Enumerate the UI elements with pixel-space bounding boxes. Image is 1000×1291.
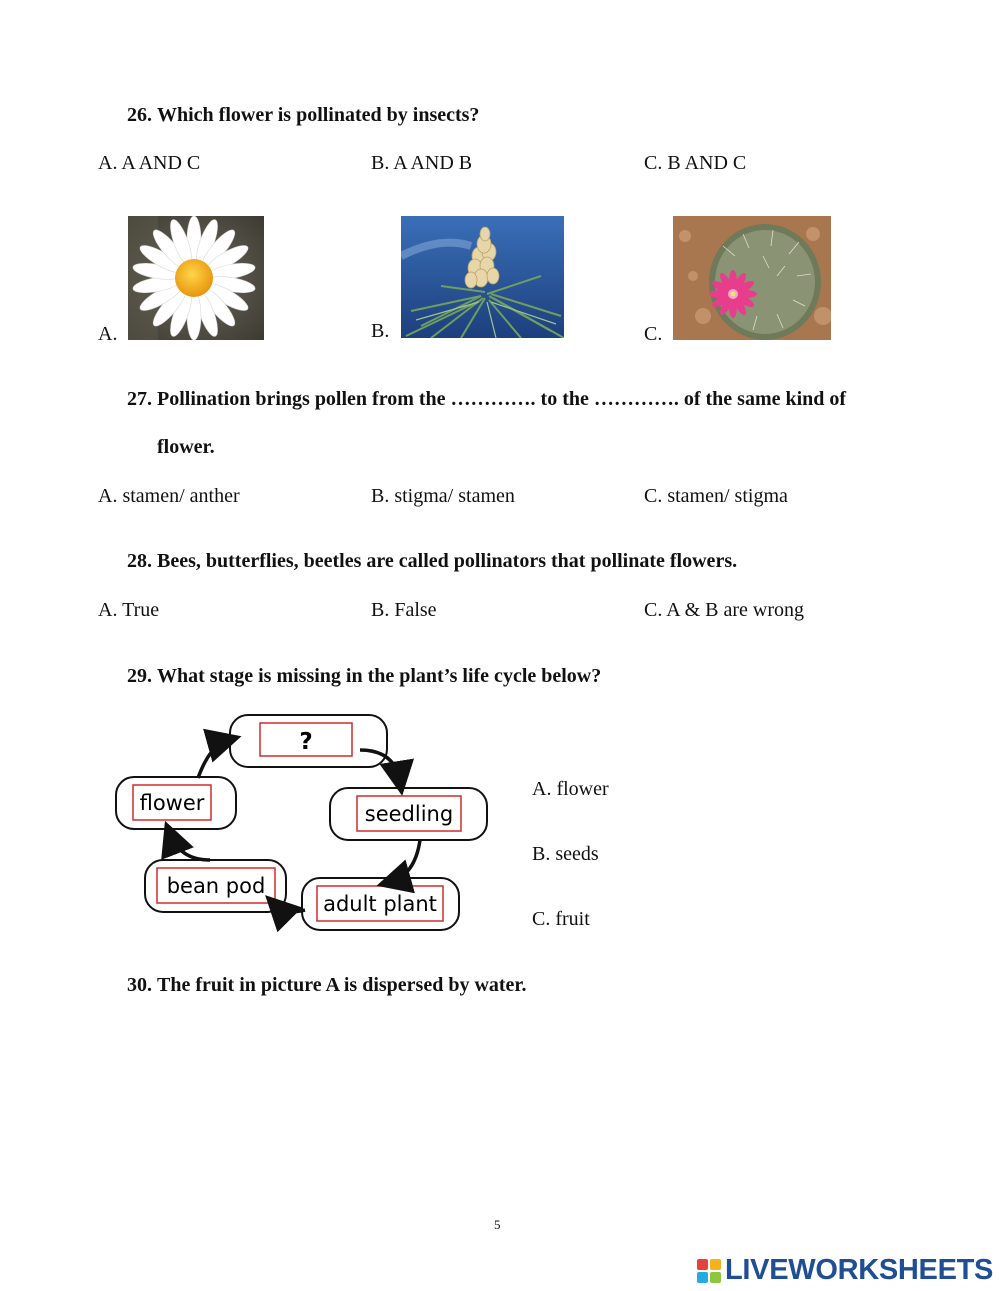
- question-number: 28.: [127, 550, 152, 572]
- question-text: Bees, butterflies, beetles are called pollinators that pollinate flowers.: [157, 550, 738, 572]
- stage-label: flower: [139, 791, 205, 815]
- question-26: [127, 104, 927, 130]
- q26-option-c[interactable]: C. B AND C: [644, 152, 747, 174]
- arrow-seedling-to-adult: [390, 840, 420, 882]
- stage-seedling: [330, 788, 487, 840]
- q29-option-b[interactable]: B. seeds: [532, 843, 599, 865]
- stage-bean-pod: [145, 860, 286, 912]
- q29-option-a[interactable]: A. flower: [532, 778, 609, 800]
- stage-label: ?: [299, 729, 313, 755]
- question-text: Which flower is pollinated by insects?: [157, 104, 480, 126]
- question-27: [127, 388, 927, 414]
- q28-option-c[interactable]: C. A & B are wrong: [644, 599, 804, 621]
- question-text: What stage is missing in the plant’s life cycle below?: [157, 665, 602, 687]
- arrow-beanpod-to-flower: [170, 834, 210, 860]
- stage-adult-plant: [302, 878, 459, 930]
- question-text: Pollination brings pollen from the …………. to the …………. of the same kind of: [157, 388, 847, 410]
- brand-name: LIVEWORKSHEETS: [725, 1254, 994, 1286]
- question-text: The fruit in picture A is dispersed by water.: [157, 974, 527, 996]
- question-28: [127, 550, 927, 576]
- question-number: 27.: [127, 388, 152, 410]
- question-27-continuation: flower.: [157, 436, 215, 458]
- logo-square-icon: [710, 1259, 721, 1270]
- image-label-c: C.: [644, 323, 663, 345]
- logo-square-icon: [710, 1272, 721, 1283]
- q27-option-a[interactable]: A. stamen/ anther: [98, 485, 240, 507]
- pine-photo: [401, 216, 564, 338]
- q26-option-b[interactable]: B. A AND B: [371, 152, 473, 174]
- cactus-photo: [673, 216, 831, 340]
- q29-option-c[interactable]: C. fruit: [532, 908, 590, 930]
- q26-option-a[interactable]: A. A AND C: [98, 152, 201, 174]
- liveworksheets-logo-icon: [697, 1259, 721, 1283]
- q28-option-a[interactable]: A. True: [98, 599, 160, 621]
- life-cycle-diagram: [110, 710, 495, 935]
- question-30: [127, 974, 927, 1000]
- q27-option-c[interactable]: C. stamen/ stigma: [644, 485, 788, 507]
- daisy-photo: [128, 216, 264, 340]
- logo-square-icon: [697, 1272, 708, 1283]
- question-number: 26.: [127, 104, 152, 126]
- image-label-a: A.: [98, 323, 118, 345]
- stage-label: bean pod: [166, 874, 266, 898]
- question-number: 30.: [127, 974, 152, 996]
- stage-label: adult plant: [323, 892, 437, 916]
- q28-option-b[interactable]: B. False: [371, 599, 437, 621]
- stage-label: seedling: [364, 802, 454, 826]
- stage-flower: [116, 777, 236, 829]
- logo-square-icon: [697, 1259, 708, 1270]
- question-29: [127, 665, 927, 691]
- image-label-b: B.: [371, 320, 390, 342]
- arrow-flower-to-unknown: [198, 740, 228, 778]
- page-number: 5: [494, 1217, 501, 1232]
- stage-unknown: [230, 715, 387, 767]
- q27-option-b[interactable]: B. stigma/ stamen: [371, 485, 515, 507]
- question-number: 29.: [127, 665, 152, 687]
- liveworksheets-brand[interactable]: [697, 1254, 993, 1287]
